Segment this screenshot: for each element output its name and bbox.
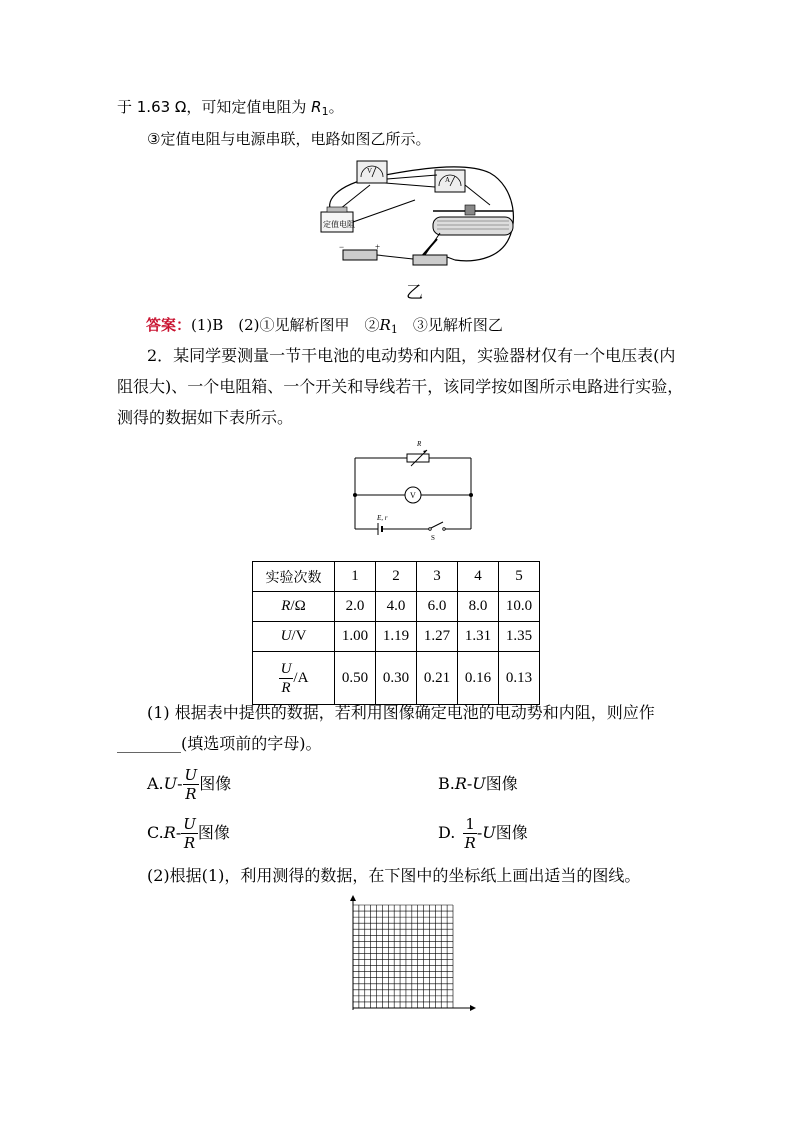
- figure-caption: 乙: [406, 283, 423, 303]
- part1-line-2: ________(填选项前的字母)。: [117, 734, 322, 753]
- part2-line-1: (2)根据(1)，利用测得的数据，在下图中的坐标纸上画出适当的图线。: [147, 866, 641, 885]
- circuit-diagram: [345, 436, 480, 546]
- svg-text:A: A: [445, 176, 451, 184]
- table-row: [253, 562, 540, 592]
- table-cell: 4.0: [376, 592, 417, 622]
- table-row: [253, 652, 540, 705]
- table-row: [253, 622, 540, 652]
- figure-yi: [315, 155, 525, 270]
- switch-symbol: [431, 522, 443, 528]
- table-cell: 3: [417, 562, 458, 592]
- question2-line-3: 测得的数据如下表所示。: [117, 408, 294, 427]
- question2-line-2: 阻很大)、一个电阻箱、一个开关和导线若干，该同学按如图所示电路进行实验，: [117, 377, 684, 396]
- table-row-label: U/V: [253, 622, 335, 652]
- table-cell: 10.0: [499, 592, 540, 622]
- svg-text:V: V: [367, 167, 373, 175]
- table-row: [253, 592, 540, 622]
- option-c: C. R - $\frac{U}{R}$ 图像: [147, 814, 230, 852]
- r-label: R: [417, 440, 422, 448]
- svg-text:S: S: [431, 534, 435, 542]
- option-a: A. U - $\frac{U}{R}$ 图像: [147, 765, 232, 803]
- table-cell: 0.13: [499, 652, 540, 705]
- option-b: B. R - U 图像: [438, 774, 518, 793]
- table-cell: 1.35: [499, 622, 540, 652]
- table-cell: 1: [335, 562, 376, 592]
- voltmeter-device: [357, 161, 387, 183]
- switch-device: [413, 239, 447, 265]
- table-cell: 1.27: [417, 622, 458, 652]
- svg-text:E, r: E, r: [377, 514, 388, 522]
- table-cell: 1.19: [376, 622, 417, 652]
- table-row-label: R/Ω: [253, 592, 335, 622]
- ammeter-device: [435, 170, 465, 192]
- svg-text:+: +: [375, 242, 381, 252]
- table-cell: 0.16: [458, 652, 499, 705]
- variable-resistor: [407, 454, 429, 462]
- option-d: D. $\frac{1}{R}$ - U 图像: [438, 814, 528, 852]
- table-cell: 0.30: [376, 652, 417, 705]
- table-cell: 1.00: [335, 622, 376, 652]
- question2-line-1: 2．某同学要测量一节干电池的电动势和内阻，实验器材仅有一个电压表(内: [147, 346, 676, 365]
- table-cell: 8.0: [458, 592, 499, 622]
- data-table: [252, 561, 540, 705]
- graph-paper: [345, 893, 480, 1013]
- table-cell: 6.0: [417, 592, 458, 622]
- svg-text:定值电阻: 定值电阻: [323, 220, 355, 229]
- table-cell: 1.31: [458, 622, 499, 652]
- part1-line-1: (1) 根据表中提供的数据，若利用图像确定电池的电动势和内阻，则应作: [147, 703, 655, 722]
- svg-text:V: V: [410, 491, 416, 500]
- table-header-cell: 实验次数: [253, 562, 335, 592]
- battery-device: [339, 242, 380, 260]
- table-cell: 2: [376, 562, 417, 592]
- table-cell: 2.0: [335, 592, 376, 622]
- rheostat-device: [433, 205, 513, 235]
- answer-line: 答案：(1)B (2)①见解析图甲 $②R_1$ ③见解析图乙: [146, 316, 503, 336]
- text-line-2: ③定值电阻与电源串联，电路如图乙所示。: [147, 130, 431, 148]
- table-cell: 0.50: [335, 652, 376, 705]
- svg-text:−: −: [339, 242, 345, 252]
- table-cell: 0.21: [417, 652, 458, 705]
- table-row-label: $\frac{U}{R}$ /A: [253, 652, 335, 705]
- table-cell: 4: [458, 562, 499, 592]
- text-line-1: 于 1.63 Ω，可知定值电阻为 $R_1$。: [117, 98, 344, 118]
- table-cell: 5: [499, 562, 540, 592]
